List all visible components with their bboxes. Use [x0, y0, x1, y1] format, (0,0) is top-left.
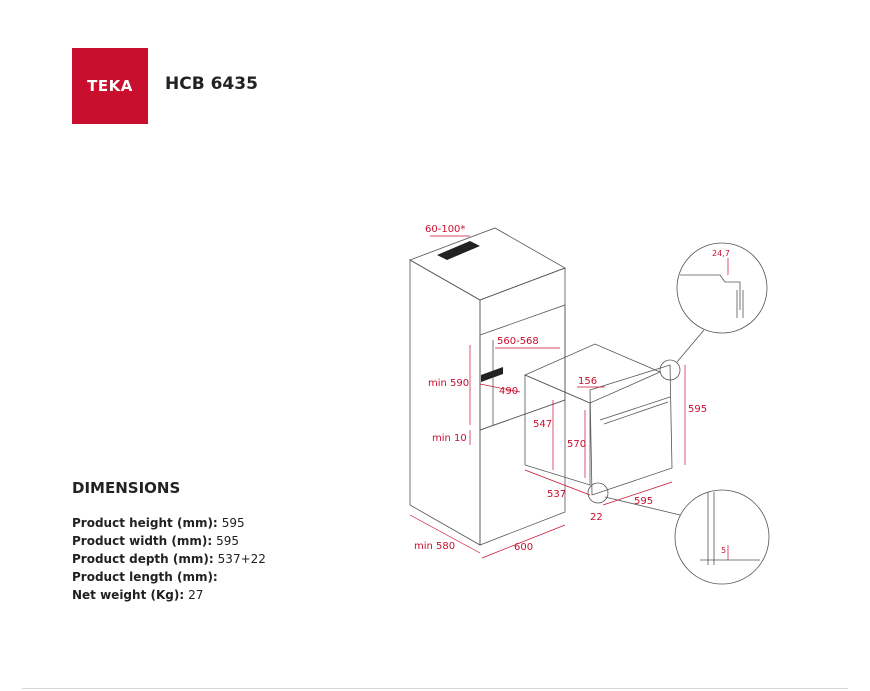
label-depth-156: 156 [578, 376, 598, 387]
spec-value: 537+22 [217, 552, 266, 566]
spec-value: 595 [221, 516, 245, 530]
installation-drawing [400, 215, 780, 585]
spec-row-depth [72, 550, 266, 568]
dimensions-heading: DIMENSIONS [72, 479, 181, 497]
label-detail-24-7: 24,7 [712, 249, 730, 258]
footer-divider [22, 688, 848, 689]
label-niche-width: 560-568 [497, 336, 539, 347]
spec-label: Product length (mm): [72, 570, 218, 584]
label-min-580: min 580 [414, 541, 456, 552]
spec-list [72, 514, 266, 604]
spec-row-width [72, 532, 266, 550]
label-min-10: min 10 [432, 433, 467, 444]
cabinet-front-face [410, 260, 480, 545]
teka-logo [72, 48, 148, 124]
spec-row-weight [72, 586, 266, 604]
vent-slot-niche [481, 367, 503, 382]
detail-circle-bottom [675, 490, 769, 584]
label-height-547: 547 [533, 419, 553, 430]
spec-label: Product depth (mm): [72, 552, 214, 566]
label-width-595: 595 [634, 496, 654, 507]
logo-text: TEKA [87, 77, 133, 95]
label-detail-5: 5 [721, 546, 727, 555]
label-height-570: 570 [567, 439, 587, 450]
vent-slot-top [437, 241, 480, 260]
label-vent: 60-100* [425, 224, 466, 235]
label-depth-537: 537 [547, 489, 567, 500]
label-height-595: 595 [688, 404, 708, 415]
product-model: HCB 6435 [165, 74, 258, 94]
oven-top [525, 344, 660, 403]
spec-value: 595 [216, 534, 240, 548]
label-depth-490: 490 [499, 386, 519, 397]
spec-row-length [72, 568, 266, 586]
label-depth-22: 22 [590, 512, 603, 523]
spec-label: Product height (mm): [72, 516, 218, 530]
spec-label: Net weight (Kg): [72, 588, 185, 602]
oven-side [525, 375, 590, 485]
label-niche-height: min 590 [428, 378, 470, 389]
label-width-600: 600 [514, 542, 534, 553]
spec-row-height [72, 514, 266, 532]
spec-label: Product width (mm): [72, 534, 213, 548]
spec-value: 27 [188, 588, 204, 602]
cabinet-top-face [410, 228, 565, 300]
